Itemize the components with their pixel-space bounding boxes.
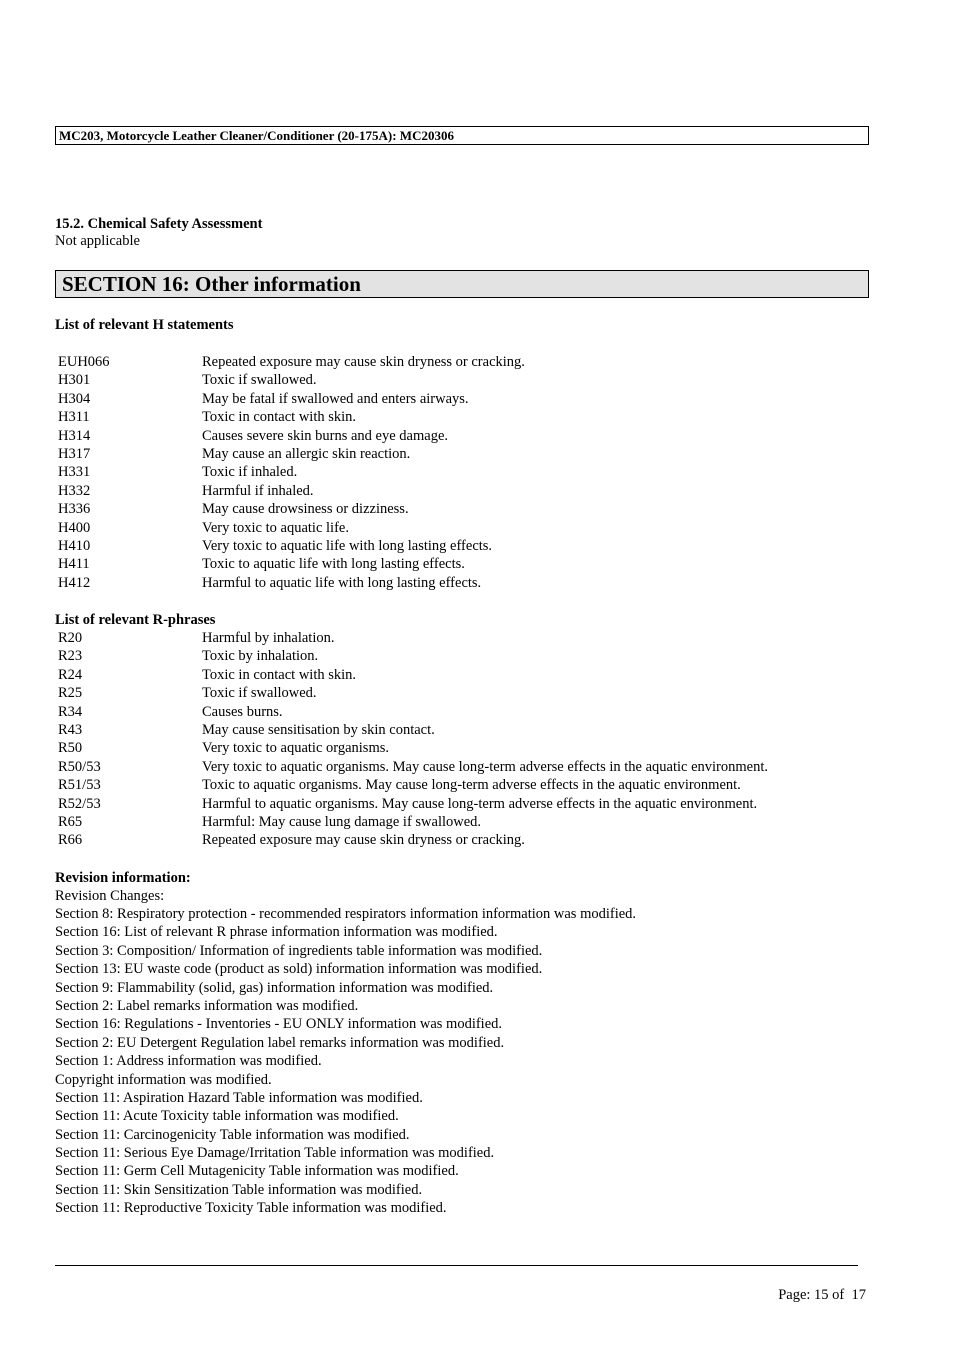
statement-code: R50 xyxy=(58,740,83,757)
revision-change-item: Copyright information was modified. xyxy=(55,1071,272,1088)
r-phrases-table xyxy=(58,629,768,850)
statement-row xyxy=(58,647,768,665)
revision-change-item: Section 1: Address information was modified. xyxy=(55,1053,322,1070)
statement-text: Harmful to aquatic organisms. May cause long-term adverse effects in the aquatic environment. xyxy=(202,795,758,812)
statement-code: H304 xyxy=(58,390,91,407)
statement-text: Very toxic to aquatic life. xyxy=(202,519,349,536)
statement-code: EUH066 xyxy=(58,354,110,370)
revision-change-item: Section 2: EU Detergent Regulation label remarks information was modified. xyxy=(55,1034,505,1051)
statement-text: Harmful: May cause lung damage if swallowed. xyxy=(202,814,482,831)
statement-row xyxy=(58,739,768,757)
statement-code: R52/53 xyxy=(58,795,101,812)
revision-change-item: Section 11: Acute Toxicity table information was modified. xyxy=(55,1108,399,1125)
statement-row xyxy=(58,371,525,389)
statement-row xyxy=(58,684,768,702)
statement-row xyxy=(58,537,525,555)
statement-code: R34 xyxy=(58,703,83,720)
statement-code: R25 xyxy=(58,685,83,702)
statement-text: Very toxic to aquatic life with long lasting effects. xyxy=(202,538,493,555)
product-header: MC203, Motorcycle Leather Cleaner/Conditioner (20-175A): MC20306 xyxy=(55,126,869,145)
statement-text: Harmful to aquatic life with long lasting effects. xyxy=(202,574,482,591)
section-16-title: SECTION 16: Other information xyxy=(55,270,869,298)
statement-text: Causes severe skin burns and eye damage. xyxy=(202,427,449,444)
statement-text: Toxic to aquatic organisms. May cause long-term adverse effects in the aquatic environment. xyxy=(202,777,741,794)
statement-row xyxy=(58,500,525,518)
revision-subheading: Revision Changes: xyxy=(55,888,165,904)
revision-change-item: Section 13: EU waste code (product as sold) information information was modified. xyxy=(55,961,543,978)
statement-text: Toxic if swallowed. xyxy=(202,372,317,389)
statement-row xyxy=(58,795,768,813)
statement-code: H410 xyxy=(58,538,91,555)
h-statements-heading: List of relevant H statements xyxy=(55,317,234,333)
statement-text: Harmful by inhalation. xyxy=(202,630,335,646)
statement-code: R51/53 xyxy=(58,777,101,794)
revision-change-item: Section 11: Reproductive Toxicity Table information was modified. xyxy=(55,1200,447,1217)
statement-code: H411 xyxy=(58,556,90,573)
statement-code: R24 xyxy=(58,666,83,683)
statement-row xyxy=(58,831,768,849)
revision-change-item: Section 16: List of relevant R phrase information information was modified. xyxy=(55,924,498,941)
assessment-value: Not applicable xyxy=(55,233,140,249)
statement-text: May be fatal if swallowed and enters airways. xyxy=(202,390,469,407)
revision-change-item: Section 11: Skin Sensitization Table information was modified. xyxy=(55,1181,423,1198)
statement-code: H331 xyxy=(58,464,91,481)
assessment-heading: 15.2. Chemical Safety Assessment xyxy=(55,216,263,232)
statement-code: R23 xyxy=(58,648,83,665)
statement-text: Toxic by inhalation. xyxy=(202,648,319,665)
revision-change-item: Section 8: Respiratory protection - recommended respirators information information was modified. xyxy=(55,906,637,922)
statement-row xyxy=(58,519,525,537)
statement-row xyxy=(58,353,525,371)
statement-text: Very toxic to aquatic organisms. May cause long-term adverse effects in the aquatic environment. xyxy=(202,758,768,775)
statement-row xyxy=(58,776,768,794)
statement-row xyxy=(58,721,768,739)
h-statements-table xyxy=(58,353,525,592)
page-number: Page: 15 of 17 xyxy=(778,1287,866,1303)
statement-code: H311 xyxy=(58,409,90,426)
statement-row xyxy=(58,482,525,500)
statement-code: H400 xyxy=(58,519,91,536)
statement-text: Very toxic to aquatic organisms. xyxy=(202,740,389,757)
revision-change-item: Section 11: Carcinogenicity Table information was modified. xyxy=(55,1126,410,1143)
statement-row xyxy=(58,555,525,573)
statement-row xyxy=(58,445,525,463)
statement-code: R65 xyxy=(58,814,83,831)
statement-text: Toxic if inhaled. xyxy=(202,464,298,481)
statement-code: H336 xyxy=(58,501,91,518)
statement-code: R20 xyxy=(58,630,83,646)
statement-text: Toxic if swallowed. xyxy=(202,685,317,702)
revision-change-item: Section 2: Label remarks information was modified. xyxy=(55,997,359,1014)
statement-code: H317 xyxy=(58,446,91,463)
statement-text: May cause an allergic skin reaction. xyxy=(202,446,411,463)
statement-row xyxy=(58,758,768,776)
statement-row xyxy=(58,813,768,831)
statement-row xyxy=(58,408,525,426)
statement-text: May cause drowsiness or dizziness. xyxy=(202,501,409,518)
revision-heading: Revision information: xyxy=(55,870,191,886)
revision-changes-list xyxy=(55,905,636,1218)
r-phrases-heading: List of relevant R-phrases xyxy=(55,612,216,628)
revision-change-item: Section 11: Aspiration Hazard Table information was modified. xyxy=(55,1089,423,1106)
statement-text: May cause sensitisation by skin contact. xyxy=(202,722,435,739)
statement-code: H412 xyxy=(58,574,91,591)
statement-code: H332 xyxy=(58,482,91,499)
statement-text: Causes burns. xyxy=(202,703,283,720)
statement-row xyxy=(58,427,525,445)
footer-divider xyxy=(55,1265,858,1266)
statement-code: H314 xyxy=(58,427,91,444)
statement-row xyxy=(58,703,768,721)
statement-row xyxy=(58,666,768,684)
statement-code: R43 xyxy=(58,722,83,739)
statement-text: Repeated exposure may cause skin dryness or cracking. xyxy=(202,354,525,370)
statement-text: Toxic in contact with skin. xyxy=(202,666,357,683)
statement-text: Toxic to aquatic life with long lasting effects. xyxy=(202,556,465,573)
statement-code: R66 xyxy=(58,832,83,849)
statement-text: Harmful if inhaled. xyxy=(202,482,314,499)
revision-change-item: Section 3: Composition/ Information of ingredients table information was modified. xyxy=(55,942,543,959)
revision-change-item: Section 16: Regulations - Inventories - EU ONLY information was modified. xyxy=(55,1016,503,1033)
revision-change-item: Section 11: Serious Eye Damage/Irritation Table information was modified. xyxy=(55,1145,495,1162)
revision-change-item: Section 11: Germ Cell Mutagenicity Table information was modified. xyxy=(55,1163,459,1180)
statement-row xyxy=(58,574,525,592)
statement-row xyxy=(58,463,525,481)
statement-row xyxy=(58,390,525,408)
statement-code: R50/53 xyxy=(58,758,101,775)
statement-code: H301 xyxy=(58,372,91,389)
statement-text: Toxic in contact with skin. xyxy=(202,409,357,426)
statement-row xyxy=(58,629,768,647)
statement-text: Repeated exposure may cause skin dryness or cracking. xyxy=(202,832,525,849)
revision-change-item: Section 9: Flammability (solid, gas) information information was modified. xyxy=(55,979,494,996)
